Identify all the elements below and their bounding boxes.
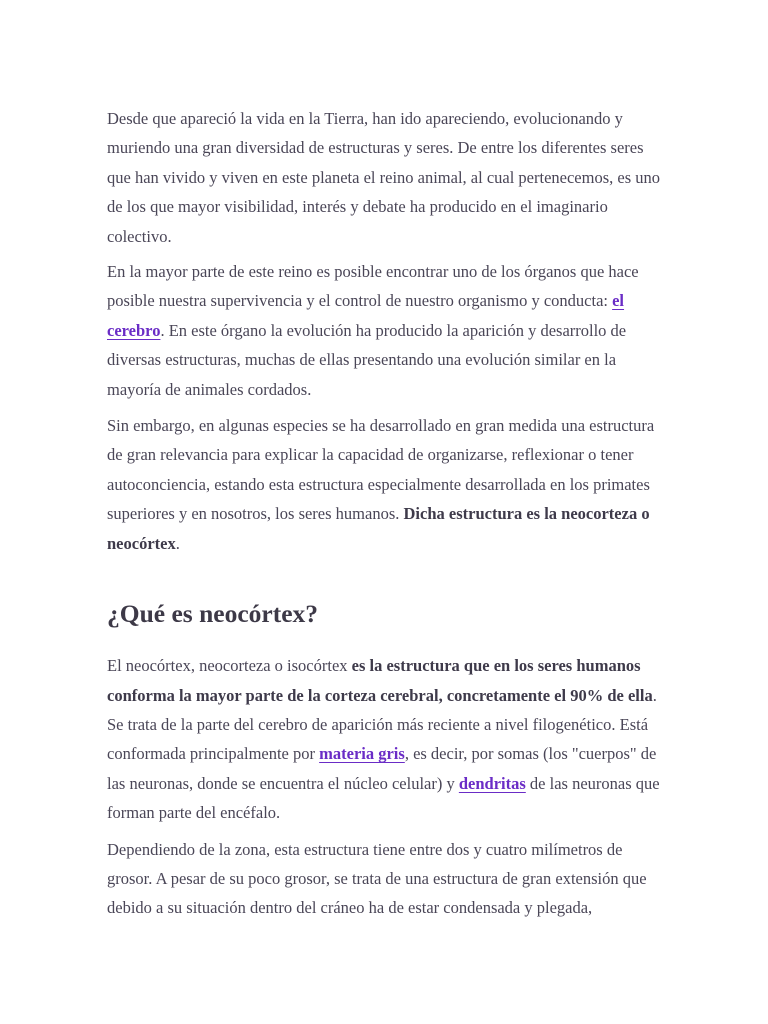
section-heading: ¿Qué es neocórtex? <box>107 599 319 629</box>
definition-text-before: El neocórtex, neocorteza o isocórtex <box>107 656 352 676</box>
cerebro-link[interactable]: el cerebro <box>107 291 625 340</box>
brain-text-after: . En este órgano la evolución ha producido la aparición y desarrollo de diversas estructuras, muchas de ellas presentando una evolución similar en la mayoría de animales cordados. <box>107 320 627 399</box>
brain-paragraph <box>107 257 667 404</box>
intro-paragraph <box>107 104 667 251</box>
structure-paragraph <box>107 411 667 558</box>
definition-paragraph <box>107 651 667 827</box>
thickness-paragraph <box>107 835 667 923</box>
definition-text-mid2: , es decir, por somas (los "cuerpos" de las neuronas, donde se encuentra el núcleo celular) y <box>107 744 657 793</box>
definition-text-after: de las neuronas que forman parte del encéfalo. <box>107 773 660 823</box>
thickness-text: Dependiendo de la zona, esta estructura tiene entre dos y cuatro milímetros de grosor. A pesar de su poco grosor, se trata de una estructura de gran extensión que debido a su situación dentro del cráneo ha de estar condensada y plegada, <box>107 839 647 918</box>
definition-bold-text: es la estructura que en los seres humanos conforma la mayor parte de la corteza cerebral, concretamente el 90% de ella <box>107 656 653 705</box>
article-body <box>107 104 667 930</box>
brain-text-before: En la mayor parte de este reino es posible encontrar uno de los órganos que hace posible nuestra supervivencia y el control de nuestro organismo y conducta: <box>107 262 639 311</box>
structure-bold-text: Dicha estructura es la neocorteza o neocórtex <box>107 504 650 553</box>
materia-gris-link[interactable]: materia gris <box>319 744 405 764</box>
structure-text-before: Sin embargo, en algunas especies se ha desarrollado en gran medida una estructura de gran relevancia para explicar la capacidad de organizarse, reflexionar o tener autoconciencia, estando esta estructura especialmente desarrollada en los primates superiores y en nosotros, los seres humanos. <box>107 416 655 524</box>
definition-text-mid1: . Se trata de la parte del cerebro de aparición más reciente a nivel filogenético. Está conformada principalmente por <box>107 685 657 764</box>
dendritas-link[interactable]: dendritas <box>458 773 526 793</box>
structure-text-after: . <box>175 533 180 553</box>
intro-text: Desde que apareció la vida en la Tierra, han ido apareciendo, evolucionando y muriendo una gran diversidad de estructuras y seres. De entre los diferentes seres que han vivido y viven en este planeta el reino animal, al cual pertenecemos, es uno de los que mayor visibilidad, interés y debate ha producido en el imaginario colectivo. <box>107 109 661 246</box>
